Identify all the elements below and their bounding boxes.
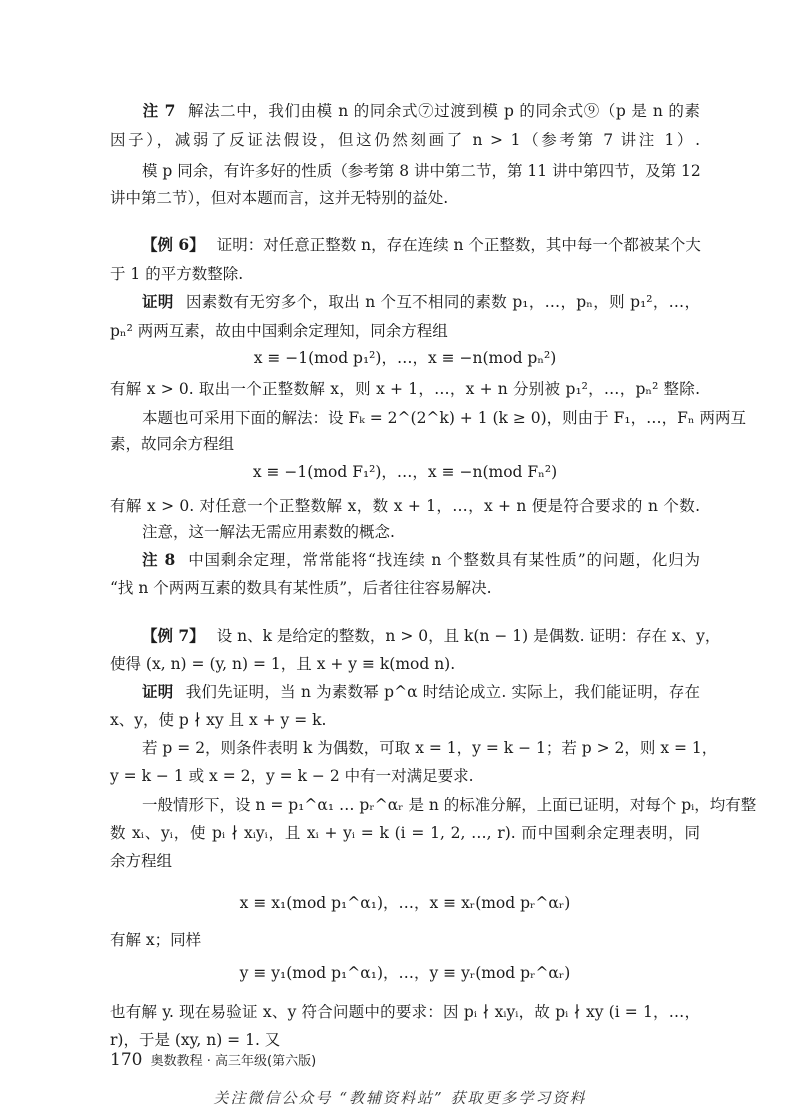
paragraph-line: 证明 因素数有无穷多个，取出 n 个互不相同的素数 p₁，…，pₙ，则 p₁²，…，	[142, 292, 700, 311]
equation: x ≡ x₁(mod p₁^α₁)，…，x ≡ xᵣ(mod pᵣ^αᵣ)	[239, 894, 571, 912]
paragraph-line: 证明 我们先证明，当 n 为素数幂 p^α 时结论成立. 实际上，我们能证明，存在	[142, 682, 700, 701]
paragraph-line: 【例 7】 设 n、k 是给定的整数，n > 0，且 k(n − 1) 是偶数. 证明：存在 x、y，	[142, 626, 721, 645]
paragraph-line: pₙ² 两两互素，故由中国剩余定理知，同余方程组	[110, 322, 448, 340]
equation: x ≡ −1(mod F₁²)，…，x ≡ −n(mod Fₙ²)	[252, 463, 558, 481]
paragraph-line: 本题也可采用下面的解法：设 Fₖ = 2^(2^k) + 1 (k ≥ 0)，则由于 F₁，…，Fₙ 两两互	[142, 409, 746, 427]
paragraph-line: 若 p = 2，则条件表明 k 为偶数，可取 x = 1，y = k − 1；若 p > 2，则 x = 1，	[142, 739, 718, 757]
book-title: 奥数教程 · 高三年级(第六版)	[150, 1054, 317, 1069]
equation: x ≡ −1(mod p₁²)，…，x ≡ −n(mod pₙ²)	[253, 349, 557, 367]
page-number: 170	[110, 1050, 143, 1070]
paragraph-line: 余方程组	[110, 852, 173, 870]
paragraph-line: 注意，这一解法无需应用素数的概念.	[142, 523, 395, 541]
proof-label: 证明	[142, 682, 174, 701]
paragraph-line: “找 n 个两两互素的数具有某性质”，后者往往容易解决.	[110, 579, 492, 597]
page-footer	[110, 1050, 316, 1070]
paragraph-line: 数 xᵢ、yᵢ，使 pᵢ ∤ xᵢyᵢ，且 xᵢ + yᵢ = k (i = 1, 2, …, r). 而中国剩余定理表明，同	[110, 824, 700, 842]
paragraph-line: 【例 6】 证明：对任意正整数 n，存在连续 n 个正整数，其中每一个都被某个大	[142, 235, 701, 254]
paragraph-line: 也有解 y. 现在易验证 x、y 符合问题中的要求：因 pᵢ ∤ xᵢyᵢ，故 pᵢ ∤ xy (i = 1，…，	[110, 1003, 700, 1021]
paragraph-line: 于 1 的平方数整除.	[110, 265, 244, 283]
example-label: 【例 6】	[142, 235, 205, 254]
paragraph-line: y = k − 1 或 x = 2，y = k − 2 中有一对满足要求.	[110, 767, 474, 785]
paragraph-line: 有解 x > 0. 对任意一个正整数解 x，数 x + 1，…，x + n 便是符合要求的 n 个数.	[110, 497, 700, 515]
note-label: 注 8	[142, 550, 176, 569]
paragraph-line: 讲中第二节），但对本题而言，这并无特别的益处.	[110, 189, 449, 207]
paragraph-line: 注 8 中国剩余定理，常常能将“找连续 n 个整数具有某性质”的问题，化归为	[142, 550, 701, 569]
paragraph-line: 有解 x > 0. 取出一个正整数解 x，则 x + 1，…，x + n 分别被 p₁²，…，pₙ² 整除.	[110, 380, 700, 398]
paragraph-line: 素，故同余方程组	[110, 435, 235, 453]
paragraph-line: 使得 (x, n) = (y, n) = 1，且 x + y ≡ k(mod n).	[110, 655, 456, 673]
paragraph-line: 因子），减弱了反证法假设，但这仍然刻画了 n > 1（参考第 7 讲注 1）.	[110, 131, 700, 149]
equation: y ≡ y₁(mod p₁^α₁)，…，y ≡ yᵣ(mod pᵣ^αᵣ)	[239, 964, 571, 982]
paragraph-line: 模 p 同余，有许多好的性质（参考第 8 讲中第二节，第 11 讲中第四节，及第 12	[142, 162, 701, 180]
paragraph-line: 有解 x；同样	[110, 931, 202, 949]
paragraph-line: x、y，使 p ∤ xy 且 x + y = k.	[110, 711, 327, 729]
paragraph-line: 注 7 解法二中，我们由模 n 的同余式⑦过渡到模 p 的同余式⑨（p 是 n 的素	[142, 101, 700, 120]
proof-label: 证明	[142, 292, 174, 311]
paragraph-line: r)，于是 (xy, n) = 1. 又	[110, 1031, 281, 1049]
watermark-text: 关注微信公众号 “教辅资料站” 获取更多学习资料	[213, 1089, 587, 1107]
example-label: 【例 7】	[142, 626, 205, 645]
note-label: 注 7	[142, 101, 176, 120]
paragraph-line: 一般情形下，设 n = p₁^α₁ … pᵣ^αᵣ 是 n 的标准分解，上面已证明，对每个 pᵢ，均有整	[142, 796, 757, 814]
